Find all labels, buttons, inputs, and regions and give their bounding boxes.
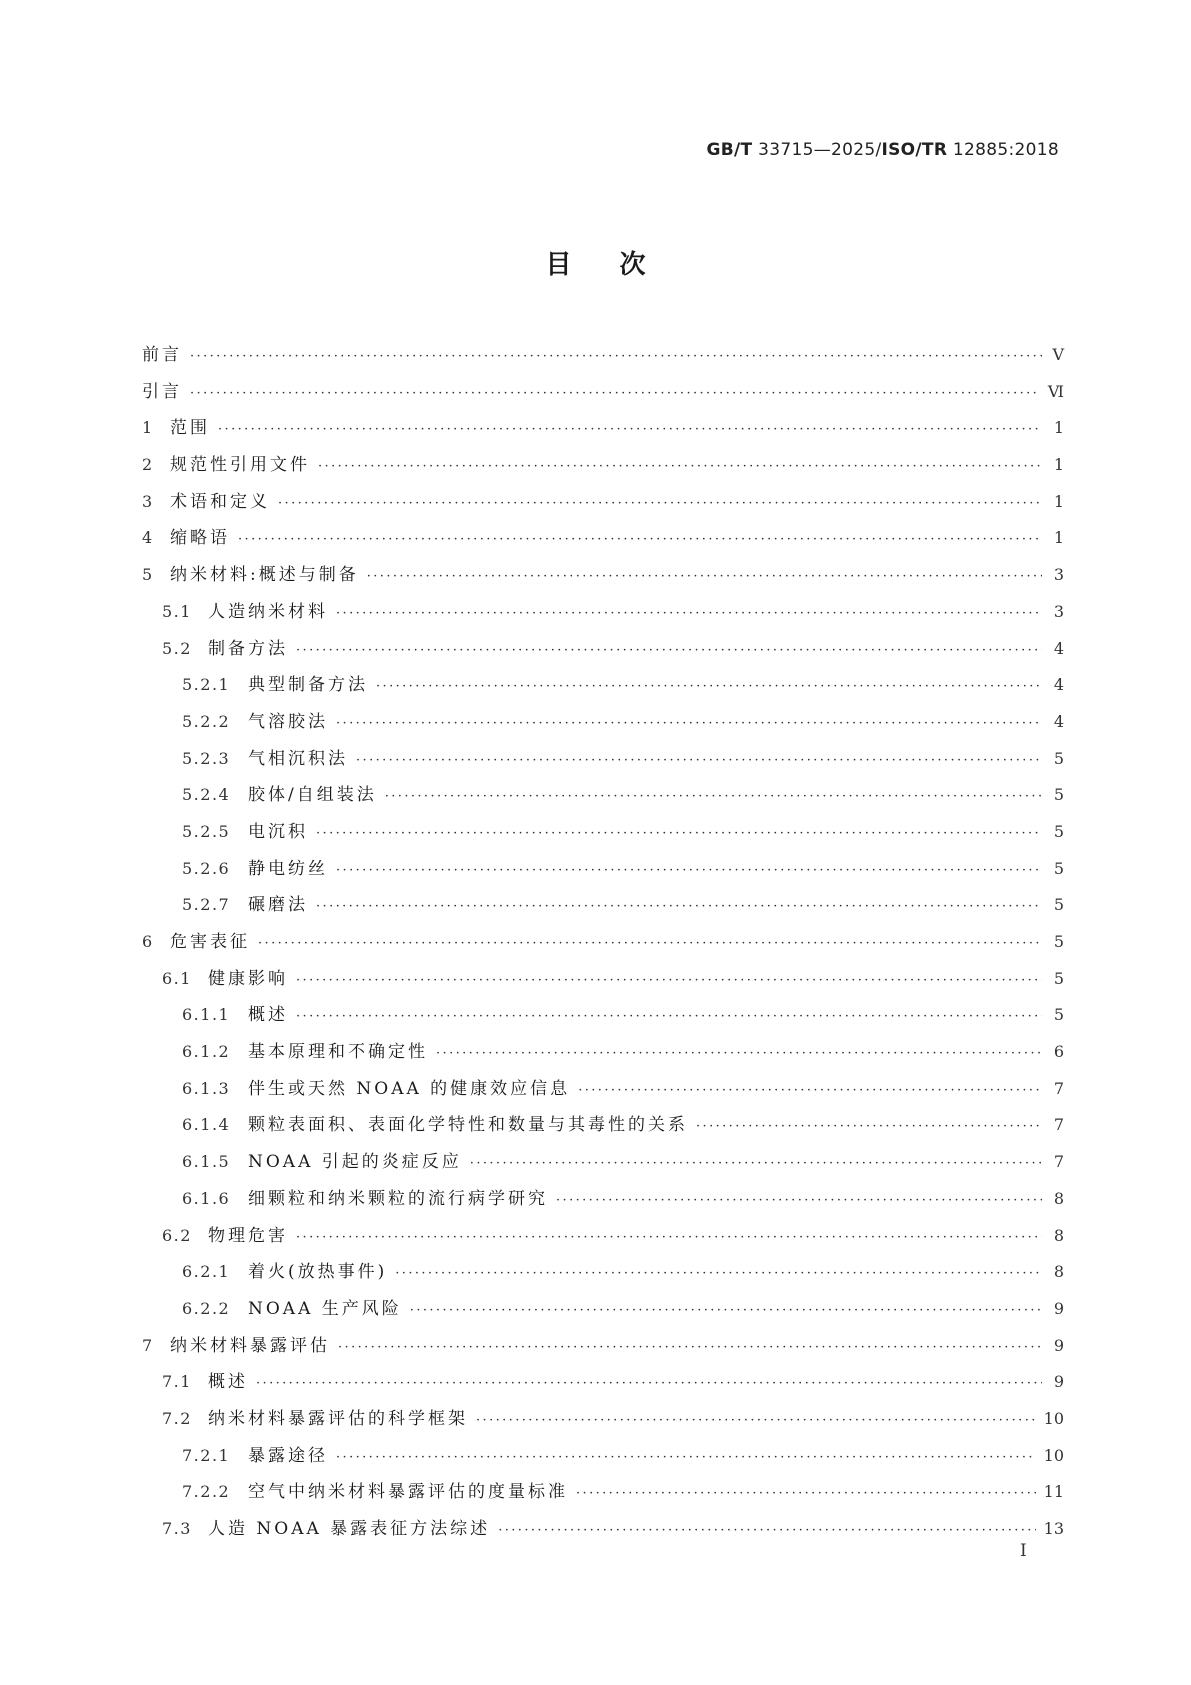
standard-code-iso-number: 12885:2018 — [947, 140, 1059, 160]
toc-entry-title: 电沉积 — [248, 821, 308, 842]
toc-leader-dots — [376, 669, 1042, 706]
toc-entry-number: 6.1 — [162, 968, 192, 988]
toc-leader-dots — [296, 1220, 1042, 1257]
toc-entry-title: 基本原理和不确定性 — [248, 1042, 428, 1063]
toc-entry-page: 7 — [1053, 1078, 1064, 1098]
toc-entry-title: NOAA 生产风险 — [248, 1298, 402, 1319]
toc-leader-dots — [296, 633, 1042, 670]
toc-entry-number: 1 — [142, 418, 154, 438]
toc-entry-number: 7.3 — [162, 1519, 192, 1538]
toc-entry-page: 8 — [1053, 1262, 1064, 1282]
toc-entry-title: 空气中纳米材料暴露评估的度量标准 — [248, 1482, 568, 1503]
toc-entry-title: 纳米材料暴露评估 — [170, 1335, 330, 1356]
toc-entry-title: 静电纺丝 — [248, 858, 328, 879]
toc-entry-page: 6 — [1053, 1042, 1064, 1062]
toc-entry[interactable] — [142, 1401, 1064, 1438]
toc-entry-title: 健康影响 — [208, 968, 288, 989]
toc-entry-number: 6.1.6 — [182, 1188, 231, 1208]
toc-entry-page: 10 — [1043, 1408, 1064, 1428]
toc-entry-page: 3 — [1053, 601, 1064, 621]
toc-leader-dots — [218, 412, 1042, 449]
toc-entry[interactable] — [142, 520, 1064, 557]
toc-entry[interactable] — [142, 777, 1064, 814]
toc-entry[interactable] — [142, 887, 1064, 924]
toc-entry[interactable] — [142, 447, 1064, 484]
toc-leader-dots — [278, 486, 1042, 523]
toc-entry[interactable] — [142, 1474, 1064, 1511]
toc-entry[interactable] — [142, 924, 1064, 961]
toc-entry-number: 5.2.4 — [182, 785, 231, 805]
toc-leader-dots — [556, 1183, 1042, 1220]
toc-entry-title: 人造 NOAA 暴露表征方法综述 — [208, 1519, 491, 1539]
toc-entry-title: 暴露途径 — [248, 1445, 328, 1466]
toc-entry-page: 11 — [1043, 1482, 1064, 1502]
toc-entry-number: 3 — [142, 491, 154, 511]
toc-leader-dots — [296, 999, 1042, 1036]
toc-entry-page: 13 — [1043, 1519, 1064, 1538]
toc-entry-number: 7.1 — [162, 1372, 192, 1392]
toc-entry[interactable] — [142, 1254, 1064, 1291]
toc-leader-dots — [436, 1036, 1042, 1073]
toc-leader-dots — [318, 449, 1042, 486]
toc-entry-page: 5 — [1053, 785, 1064, 805]
toc-entry[interactable] — [142, 594, 1064, 631]
toc-entry[interactable] — [142, 741, 1064, 778]
toc-leader-dots — [498, 1513, 1035, 1550]
toc-entry-number: 2 — [142, 455, 154, 475]
toc-entry-page: 9 — [1053, 1335, 1064, 1355]
toc-entry[interactable] — [142, 814, 1064, 851]
toc-entry-title: 引言 — [142, 381, 182, 402]
toc-entry-number: 7.2.2 — [182, 1482, 231, 1502]
toc-entry-page: 1 — [1053, 418, 1064, 438]
toc-entry-page: Ⅵ — [1047, 381, 1064, 401]
standard-code-number: 33715—2025/ — [752, 140, 882, 160]
toc-leader-dots — [356, 743, 1042, 780]
toc-entry-number: 6.1.3 — [182, 1078, 231, 1098]
toc-entry-page: 1 — [1053, 455, 1064, 475]
toc-leader-dots — [696, 1109, 1042, 1146]
toc-leader-dots — [410, 1293, 1042, 1330]
toc-entry[interactable] — [142, 1071, 1064, 1108]
toc-entry[interactable] — [142, 961, 1064, 998]
toc-entry[interactable] — [142, 484, 1064, 521]
toc-entry-title: 范围 — [170, 418, 210, 439]
toc-entry-page: 5 — [1053, 895, 1064, 915]
toc-leader-dots — [476, 1403, 1036, 1440]
toc-entry-page: 5 — [1053, 748, 1064, 768]
toc-leader-dots — [578, 1073, 1042, 1110]
toc-entry-title: 颗粒表面积、表面化学特性和数量与其毒性的关系 — [248, 1115, 688, 1136]
toc-entry-page: 5 — [1053, 932, 1064, 951]
toc-leader-dots — [258, 926, 1042, 963]
toc-leader-dots — [395, 1256, 1042, 1293]
toc-entry[interactable] — [142, 374, 1064, 411]
toc-entry-title: NOAA 引起的炎症反应 — [248, 1152, 462, 1173]
toc-entry[interactable] — [142, 410, 1064, 447]
toc-entry-title: 概述 — [248, 1005, 288, 1026]
standard-code-prefix: GB/T — [706, 140, 753, 160]
toc-entry-number: 6.1.2 — [182, 1042, 231, 1062]
page-title: 目次 — [545, 250, 694, 280]
toc-entry-number: 5 — [142, 565, 154, 585]
toc-leader-dots — [470, 1146, 1042, 1183]
toc-entry-number: 7.2.1 — [182, 1445, 231, 1465]
toc-entry-title: 纳米材料:概述与制备 — [170, 565, 359, 586]
toc-entry-page: 5 — [1053, 1005, 1064, 1025]
toc-entry-page: 4 — [1053, 675, 1064, 695]
toc-entry-title: 气溶胶法 — [248, 711, 328, 732]
toc-entry-number: 5.2.5 — [182, 821, 231, 841]
toc-entry-page: 8 — [1053, 1225, 1064, 1245]
toc-leader-dots — [316, 816, 1042, 853]
toc-entry-page: 1 — [1053, 491, 1064, 511]
toc-entry-title: 伴生或天然 NOAA 的健康效应信息 — [248, 1078, 571, 1099]
toc-entry-number: 6.1.4 — [182, 1115, 231, 1135]
toc-entry[interactable] — [142, 337, 1064, 374]
toc-entry-number: 5.2 — [162, 638, 192, 658]
toc-entry-title: 细颗粒和纳米颗粒的流行病学研究 — [248, 1188, 548, 1209]
toc-entry[interactable] — [142, 1328, 1064, 1365]
toc-leader-dots — [336, 596, 1042, 633]
table-of-contents — [142, 337, 1064, 1548]
toc-entry-number: 7.2 — [162, 1408, 192, 1428]
toc-leader-dots — [367, 559, 1042, 596]
toc-entry-title: 着火(放热事件) — [248, 1262, 388, 1283]
toc-entry[interactable] — [142, 1181, 1064, 1218]
toc-entry-number: 5.2.7 — [182, 895, 231, 915]
toc-entry[interactable] — [142, 557, 1064, 594]
toc-entry-number: 6 — [142, 932, 154, 951]
toc-entry-number: 6.1.1 — [182, 1005, 231, 1025]
toc-leader-dots — [336, 853, 1042, 890]
toc-entry-page: 9 — [1053, 1372, 1064, 1392]
toc-entry-page: 5 — [1053, 968, 1064, 988]
toc-entry-number: 5.1 — [162, 601, 192, 621]
toc-entry-title: 典型制备方法 — [248, 675, 368, 696]
toc-leader-dots — [576, 1476, 1036, 1513]
toc-entry-page: 7 — [1053, 1115, 1064, 1135]
toc-entry-number: 5.2.6 — [182, 858, 231, 878]
toc-entry[interactable] — [142, 997, 1064, 1034]
toc-leader-dots — [256, 1366, 1042, 1403]
toc-entry[interactable] — [142, 1511, 1064, 1548]
toc-leader-dots — [338, 1330, 1042, 1367]
toc-leader-dots — [238, 522, 1042, 559]
toc-entry-title: 胶体/自组装法 — [248, 785, 377, 806]
toc-entry-page: 5 — [1053, 821, 1064, 841]
toc-entry-number: 5.2.3 — [182, 748, 231, 768]
toc-entry-number: 6.2.1 — [182, 1262, 231, 1282]
toc-entry-page: 10 — [1043, 1445, 1064, 1465]
toc-entry-title: 规范性引用文件 — [170, 455, 310, 476]
toc-entry[interactable] — [142, 667, 1064, 704]
toc-leader-dots — [190, 339, 1042, 376]
toc-entry-page: 7 — [1053, 1152, 1064, 1172]
standard-code-iso: ISO/TR — [881, 140, 948, 160]
toc-entry-number: 6.2 — [162, 1225, 192, 1245]
toc-entry-page: 1 — [1053, 528, 1064, 548]
toc-entry-title: 制备方法 — [208, 638, 288, 659]
toc-entry-title: 碾磨法 — [248, 895, 308, 916]
toc-entry-page: 4 — [1053, 711, 1064, 731]
toc-entry-number: 6.2.2 — [182, 1298, 231, 1318]
standard-code — [707, 140, 1060, 160]
toc-leader-dots — [336, 706, 1042, 743]
toc-entry[interactable] — [142, 851, 1064, 888]
page-number: I — [1020, 1541, 1027, 1561]
toc-entry-page: Ⅴ — [1052, 345, 1064, 364]
toc-entry[interactable] — [142, 1107, 1064, 1144]
toc-entry-page: 3 — [1053, 565, 1064, 585]
toc-entry[interactable] — [142, 1438, 1064, 1475]
toc-entry-number: 7 — [142, 1335, 154, 1355]
toc-entry-title: 概述 — [208, 1372, 248, 1393]
toc-leader-dots — [190, 376, 1040, 413]
toc-entry-page: 5 — [1053, 858, 1064, 878]
toc-entry-number: 5.2.1 — [182, 675, 231, 695]
toc-entry-title: 纳米材料暴露评估的科学框架 — [208, 1408, 468, 1429]
toc-entry-title: 缩略语 — [170, 528, 230, 549]
toc-entry-page: 9 — [1053, 1298, 1064, 1318]
toc-entry[interactable] — [142, 631, 1064, 668]
toc-leader-dots — [296, 963, 1042, 1000]
toc-entry-title: 物理危害 — [208, 1225, 288, 1246]
toc-leader-dots — [316, 889, 1042, 926]
toc-entry[interactable] — [142, 1034, 1064, 1071]
toc-entry-page: 8 — [1053, 1188, 1064, 1208]
toc-entry-number: 5.2.2 — [182, 711, 231, 731]
toc-entry-page: 4 — [1053, 638, 1064, 658]
toc-entry-title: 危害表征 — [170, 932, 250, 952]
toc-entry[interactable] — [142, 1218, 1064, 1255]
toc-entry-title: 气相沉积法 — [248, 748, 348, 769]
toc-entry[interactable] — [142, 1291, 1064, 1328]
toc-entry-title: 术语和定义 — [170, 491, 270, 512]
toc-entry[interactable] — [142, 1144, 1064, 1181]
toc-entry-number: 6.1.5 — [182, 1152, 231, 1172]
toc-entry-title: 人造纳米材料 — [208, 601, 328, 622]
toc-entry-title: 前言 — [142, 345, 182, 365]
toc-leader-dots — [336, 1440, 1036, 1477]
toc-entry[interactable] — [142, 1364, 1064, 1401]
toc-entry-number: 4 — [142, 528, 154, 548]
toc-entry[interactable] — [142, 704, 1064, 741]
toc-leader-dots — [385, 779, 1042, 816]
